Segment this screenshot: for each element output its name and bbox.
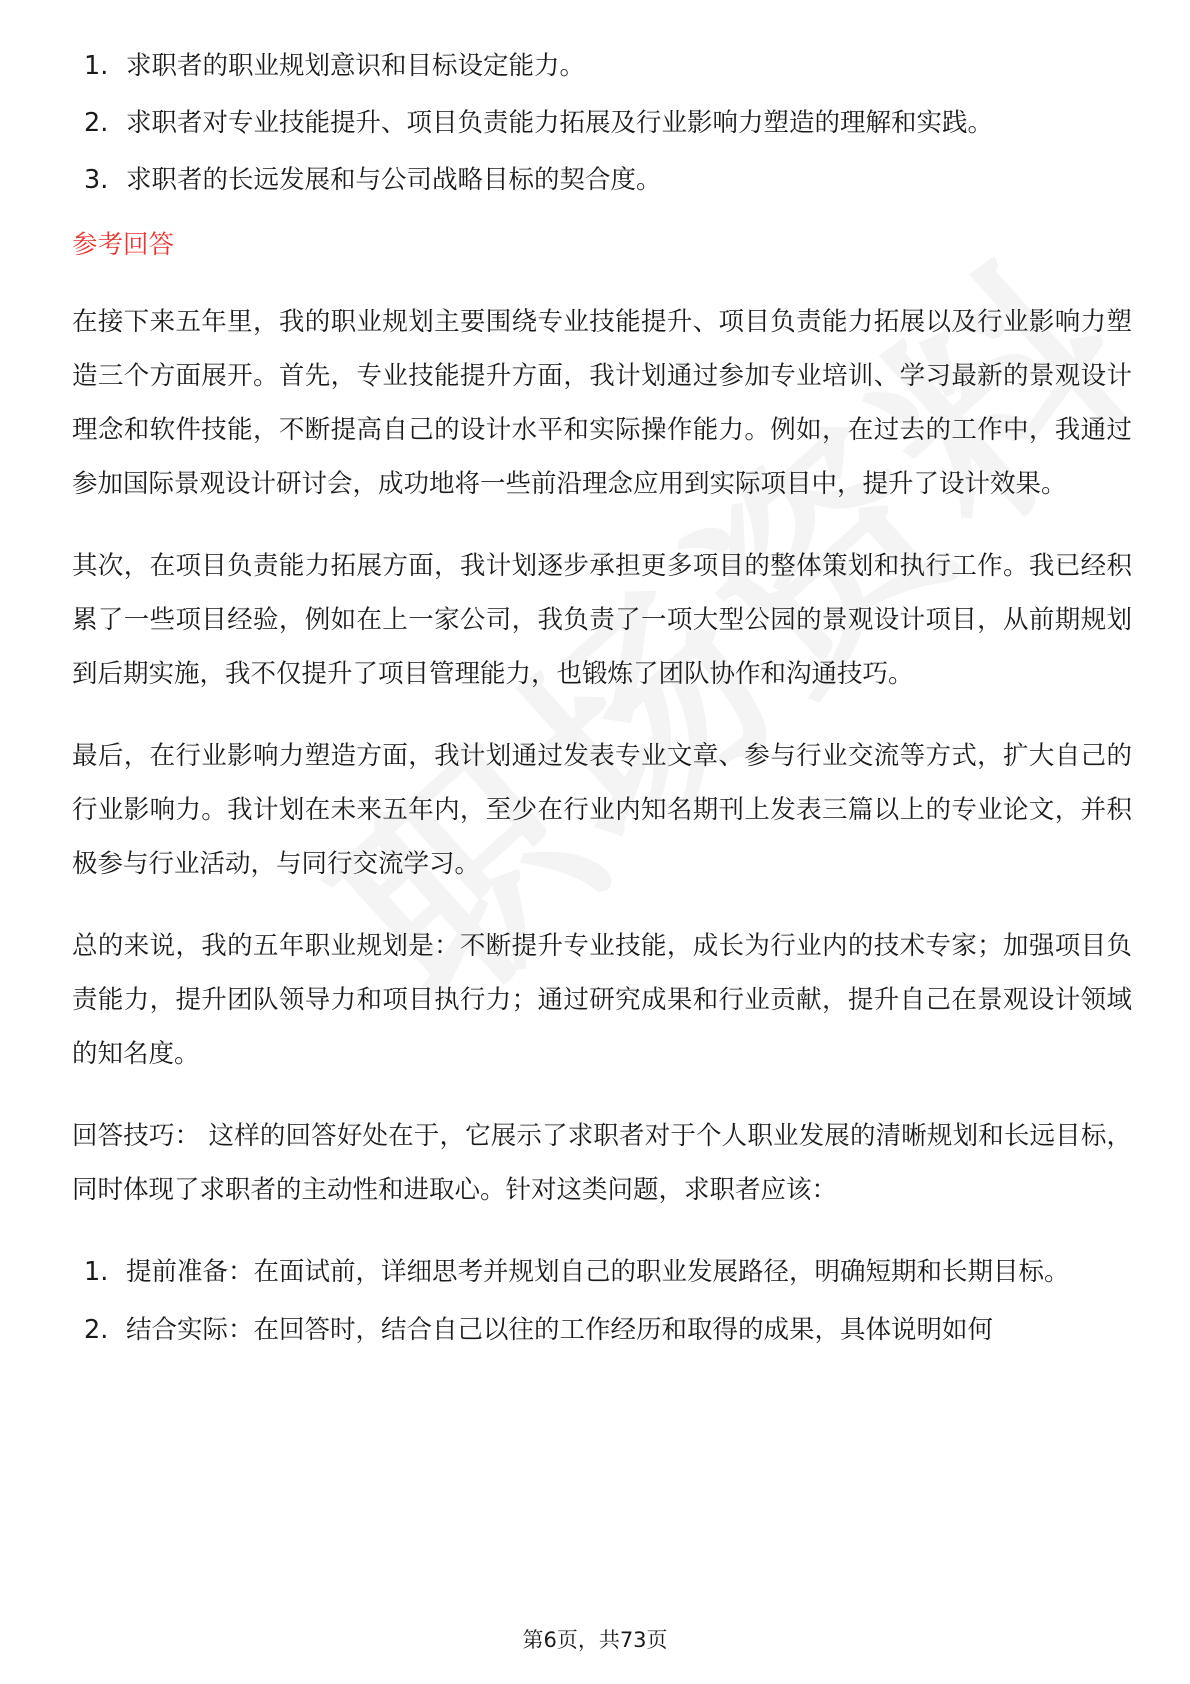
answer-paragraph-3: 最后，在行业影响力塑造方面，我计划通过发表专业文章、参与行业交流等方式，扩大自己的行业影响力。我计划在未来五年内，至少在行业内知名期刊上发表三篇以上的专业论文，并积极参与行业活动，与同行交流学习。 [72,741,1132,879]
page-content [72,38,1132,1361]
list-item-number: 2. [84,108,109,138]
list-item-text: 求职者的长远发展和与公司战略目标的契合度。 [126,165,662,195]
list-item [72,152,1132,209]
answer-summary-paragraph: 总的来说，我的五年职业规划是：不断提升专业技能，成长为行业内的技术专家；加强项目负责能力，提升团队领导力和项目执行力；通过研究成果和行业贡献，提升自己在景观设计领域的知名度。 [72,931,1132,1069]
answer-heading: 参考回答 [72,230,175,260]
list-item-text: 提前准备：在面试前，详细思考并规划自己的职业发展路径，明确短期和长期目标。 [126,1257,1070,1287]
list-item-text: 结合实际：在回答时，结合自己以往的工作经历和取得的成果，具体说明如何 [126,1315,994,1345]
list-item [72,38,1132,95]
list-item-number: 2. [84,1315,109,1345]
list-item [72,1303,1132,1357]
tips-list [72,1245,1132,1357]
list-item [72,1245,1132,1299]
list-item [72,95,1132,152]
answer-paragraph-2: 其次，在项目负责能力拓展方面，我计划逐步承担更多项目的整体策划和执行工作。我已经积累了一些项目经验，例如在上一家公司，我负责了一项大型公园的景观设计项目，从前期规划到后期实施，我不仅提升了项目管理能力，也锻炼了团队协作和沟通技巧。 [72,551,1132,689]
list-item-number: 1. [84,1257,109,1287]
list-item-text: 求职者的职业规划意识和目标设定能力。 [126,51,586,81]
list-item-text: 求职者对专业技能提升、项目负责能力拓展及行业影响力塑造的理解和实践。 [126,108,994,138]
page-number-footer: 第6页，共73页 [522,1628,668,1652]
answer-tips-paragraph: 回答技巧： 这样的回答好处在于，它展示了求职者对于个人职业发展的清晰规划和长远目标，同时体现了求职者的主动性和进取心。针对这类问题，求职者应该： [72,1121,1132,1205]
intro-list [72,38,1132,209]
list-item-number: 1. [84,51,109,81]
list-item-number: 3. [84,165,109,195]
answer-paragraph-1: 在接下来五年里，我的职业规划主要围绕专业技能提升、项目负责能力拓展以及行业影响力塑造三个方面展开。首先，专业技能提升方面，我计划通过参加专业培训、学习最新的景观设计理念和软件技能，不断提高自己的设计水平和实际操作能力。例如，在过去的工作中，我通过参加国际景观设计研讨会，成功地将一些前沿理念应用到实际项目中，提升了设计效果。 [72,307,1132,499]
